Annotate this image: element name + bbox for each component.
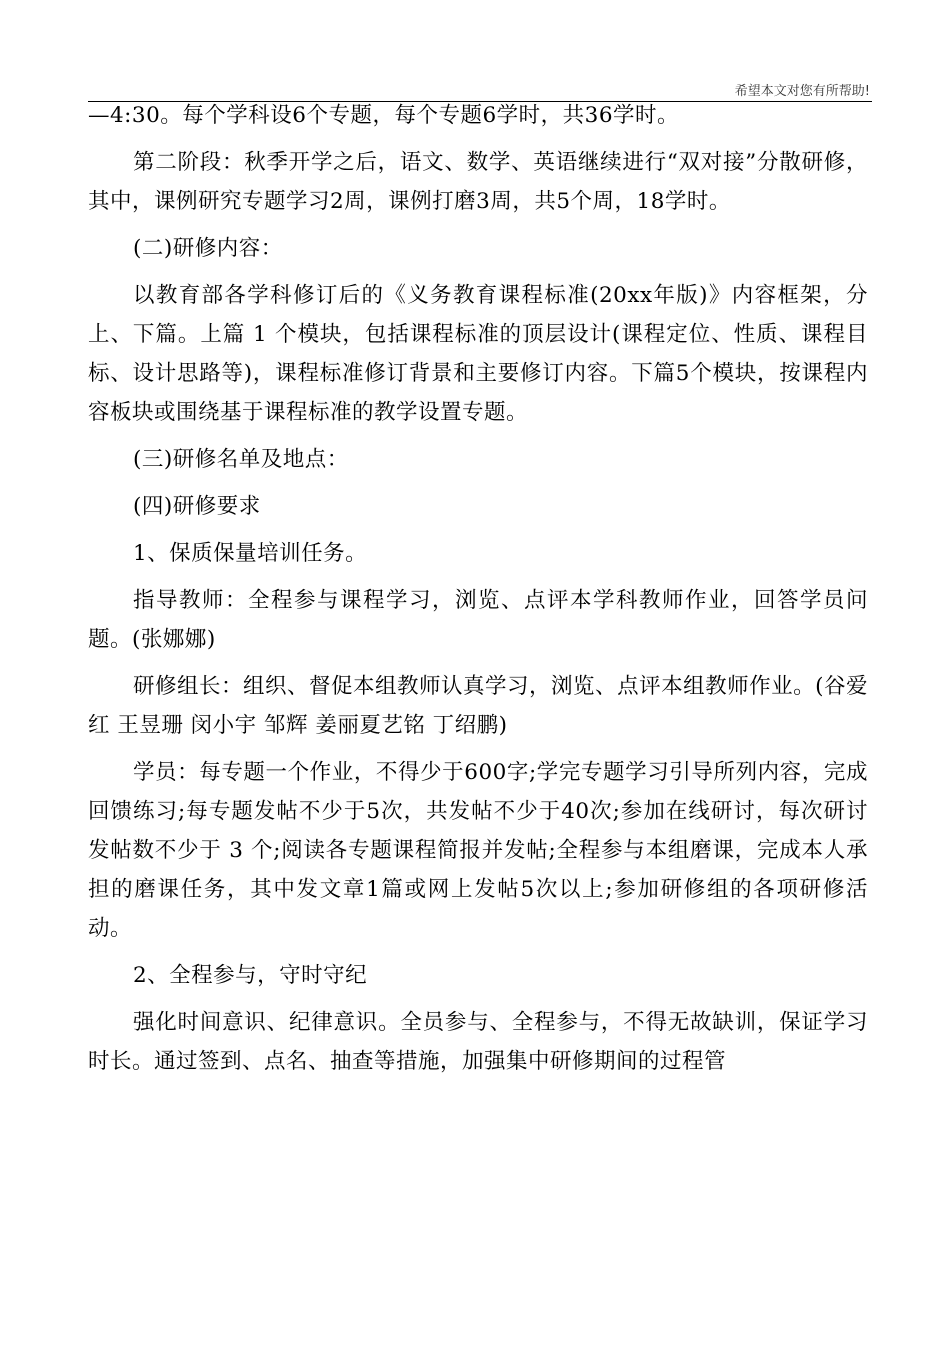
paragraph-students: 学员：每专题一个作业，不得少于600字;学完专题学习引导所列内容，完成回馈练习;每专题发帖不少于5次，共发帖不少于40次;参加在线研讨，每次研讨发帖数不少于 3 个;阅读各专题课程简报并发帖;全程参与本组磨课，完成本人承担的磨课任务，其中发文章1篇或网上发帖5次以上;参加研修组的各项研修活动。 <box>88 760 868 941</box>
document-body <box>88 96 868 1089</box>
paragraph-group-leader: 研修组长：组织、督促本组教师认真学习，浏览、点评本组教师作业。(谷爱红 王昱珊 闵小宇 邹辉 姜丽夏艺铭 丁绍鹏) <box>88 674 868 738</box>
paragraph-training-content: 以教育部各学科修订后的《义务教育课程标准(20xx年版)》内容框架，分上、下篇。上篇 1 个模块，包括课程标准的顶层设计(课程定位、性质、课程目标、设计思路等)，课程标准修订背景和主要修订内容。下篇5个模块，按课程内容板块或围绕基于课程标准的教学设置专题。 <box>88 283 868 425</box>
paragraph-time-schedule: —4:30。每个学科设6个专题，每个专题6学时，共36学时。 <box>88 103 679 128</box>
paragraph-second-stage: 第二阶段：秋季开学之后，语文、数学、英语继续进行“双对接”分散研修，其中，课例研究专题学习2周，课例打磨3周，共5个周，18学时。 <box>88 150 868 214</box>
paragraph-instructor: 指导教师：全程参与课程学习，浏览、点评本学科教师作业，回答学员问题。(张娜娜) <box>88 588 868 652</box>
heading-training-content: (二)研修内容： <box>133 236 283 261</box>
heading-requirement-1: 1、保质保量培训任务。 <box>133 541 368 566</box>
paragraph-discipline: 强化时间意识、纪律意识。全员参与、全程参与，不得无故缺训，保证学习时长。通过签到、点名、抽查等措施，加强集中研修期间的过程管 <box>88 1010 868 1074</box>
header-note: 希望本文对您有所帮助! <box>734 84 870 99</box>
heading-roster-location: (三)研修名单及地点： <box>133 447 349 472</box>
heading-requirement-2: 2、全程参与，守时守纪 <box>133 963 368 988</box>
heading-requirements: (四)研修要求 <box>133 494 261 519</box>
